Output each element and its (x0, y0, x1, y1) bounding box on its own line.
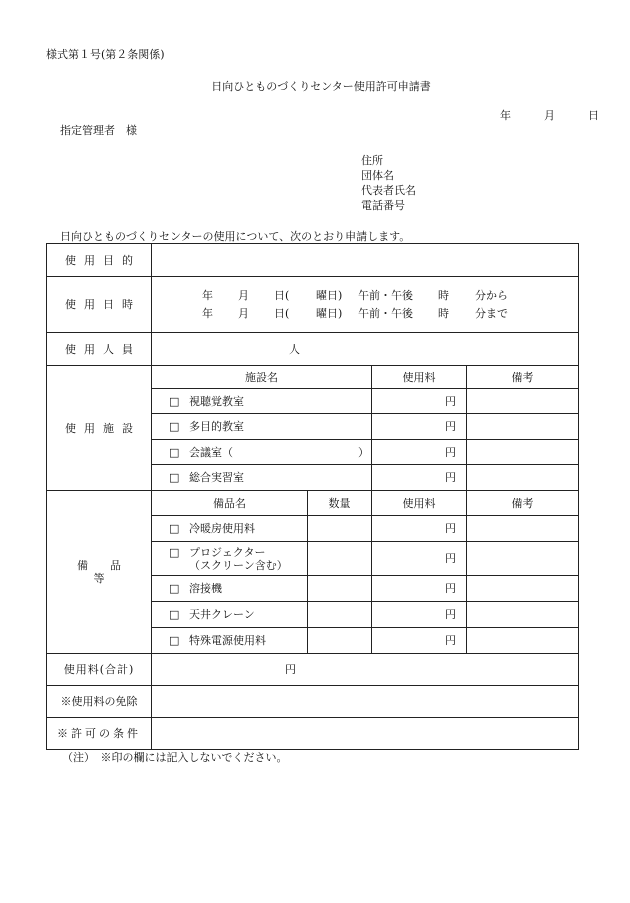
conditions-row (47, 718, 579, 750)
dt-start-from: 分から (475, 289, 508, 302)
equipment-fee-cell[interactable]: 円 (372, 516, 467, 542)
checkbox-icon[interactable]: □ (169, 471, 180, 484)
equipment-header-row (47, 491, 579, 516)
dt-end-month: 月 (238, 307, 249, 320)
equipment-remarks-cell[interactable] (467, 628, 579, 654)
people-label: 使用人員 (47, 333, 152, 366)
equipment-item-welder[interactable] (152, 576, 308, 602)
equipment-item-crane[interactable] (152, 602, 308, 628)
equipment-name: 天井クレーン (189, 608, 255, 621)
equipment-remarks-header: 備考 (467, 491, 579, 516)
date-day: 日 (588, 109, 599, 122)
applicant-address-label: 住所 (361, 154, 383, 167)
dt-start-year: 年 (202, 289, 213, 302)
equipment-item-projector[interactable] (152, 542, 308, 576)
equipment-name: 特殊電源使用料 (189, 634, 266, 647)
date-year: 年 (500, 109, 511, 122)
facility-item-meeting-room[interactable] (152, 440, 372, 465)
application-table (46, 243, 579, 750)
facility-remarks-cell[interactable] (467, 414, 579, 440)
checkbox-icon[interactable]: □ (169, 394, 180, 408)
datetime-start-line (202, 287, 578, 305)
checkbox-icon[interactable]: □ (169, 608, 180, 621)
equipment-label: 備品等 (47, 491, 152, 654)
equipment-qty-header: 数量 (308, 491, 372, 516)
equipment-name: プロジェクター (189, 545, 266, 559)
dt-start-ampm: 午前・午後 (358, 289, 413, 302)
dt-end-ampm: 午前・午後 (358, 307, 413, 320)
equipment-qty-cell[interactable] (308, 602, 372, 628)
equipment-fee-cell[interactable]: 円 (372, 602, 467, 628)
equipment-qty-cell[interactable] (308, 628, 372, 654)
addressee: 指定管理者 様 (60, 124, 137, 137)
dt-end-hour: 時 (438, 307, 449, 320)
equipment-fee-cell[interactable]: 円 (372, 576, 467, 602)
facility-item-audiovisual[interactable] (152, 389, 372, 414)
form-number: 様式第１号(第２条関係) (46, 48, 165, 61)
applicant-rep-label: 代表者氏名 (361, 184, 416, 197)
purpose-row (47, 244, 579, 277)
facility-name: 多目的教室 (189, 420, 244, 433)
facility-remarks-cell[interactable] (467, 465, 579, 491)
equipment-remarks-cell[interactable] (467, 576, 579, 602)
datetime-field[interactable] (152, 277, 579, 333)
equipment-fee-cell[interactable]: 円 (372, 628, 467, 654)
facility-remarks-cell[interactable] (467, 440, 579, 465)
footnote: （注） ※印の欄には記入しないでください。 (62, 751, 288, 764)
dt-start-weekday: 曜日) (316, 289, 343, 302)
date-month: 月 (544, 109, 555, 122)
checkbox-icon[interactable]: □ (169, 634, 180, 647)
equipment-fee-header: 使用料 (372, 491, 467, 516)
equipment-remarks-cell[interactable] (467, 602, 579, 628)
equipment-name: 冷暖房使用料 (189, 522, 255, 535)
equipment-qty-cell[interactable] (308, 542, 372, 576)
facility-name: 視聴覚教室 (189, 394, 244, 408)
equipment-item-aircon[interactable] (152, 516, 308, 542)
people-field[interactable] (152, 333, 579, 366)
datetime-label: 使用日時 (47, 277, 152, 333)
equipment-remarks-cell[interactable] (467, 542, 579, 576)
facility-name: 総合実習室 (189, 471, 244, 484)
facility-fee-header: 使用料 (372, 366, 467, 389)
facility-fee-cell[interactable]: 円 (372, 414, 467, 440)
equipment-fee-cell[interactable]: 円 (372, 542, 467, 576)
dt-end-day: 日( (274, 307, 290, 320)
dt-end-weekday: 曜日) (316, 307, 343, 320)
people-unit: 人 (289, 342, 300, 356)
checkbox-icon[interactable]: □ (169, 420, 180, 433)
total-label: 使用料(合計) (47, 654, 152, 686)
people-row (47, 333, 579, 366)
dt-start-hour: 時 (438, 289, 449, 302)
facility-name-close: ） (358, 445, 369, 459)
intro-text: 日向ひとものづくりセンターの使用について、次のとおり申請します。 (60, 230, 411, 243)
purpose-field[interactable] (152, 244, 579, 277)
applicant-group-label: 団体名 (361, 169, 394, 182)
datetime-end-line (202, 305, 578, 323)
facility-name: 会議室（ (189, 445, 233, 459)
total-row (47, 654, 579, 686)
checkbox-icon[interactable]: □ (169, 582, 180, 595)
conditions-label: ※許可の条件 (47, 718, 152, 750)
facility-fee-cell[interactable]: 円 (372, 440, 467, 465)
equipment-qty-cell[interactable] (308, 576, 372, 602)
equipment-name-header: 備品名 (152, 491, 308, 516)
facility-remarks-cell[interactable] (467, 389, 579, 414)
checkbox-icon[interactable]: □ (169, 545, 180, 559)
exemption-label: ※使用料の免除 (47, 686, 152, 718)
dt-start-day: 日( (274, 289, 290, 302)
dt-end-year: 年 (202, 307, 213, 320)
exemption-field (152, 686, 579, 718)
total-unit: 円 (285, 663, 296, 676)
equipment-subname: （スクリーン含む） (189, 558, 288, 572)
facility-remarks-header: 備考 (467, 366, 579, 389)
applicant-phone-label: 電話番号 (361, 199, 405, 212)
facility-item-training-room[interactable] (152, 465, 372, 491)
equipment-remarks-cell[interactable] (467, 516, 579, 542)
facility-label: 使用施設 (47, 366, 152, 491)
equipment-item-power[interactable] (152, 628, 308, 654)
date-line (500, 109, 599, 122)
form-title: 日向ひとものづくりセンター使用許可申請書 (211, 80, 431, 93)
purpose-label: 使用目的 (47, 244, 152, 277)
facility-fee-cell[interactable]: 円 (372, 389, 467, 414)
dt-start-month: 月 (238, 289, 249, 302)
exemption-row (47, 686, 579, 718)
dt-end-until: 分まで (475, 307, 508, 320)
facility-fee-cell[interactable]: 円 (372, 465, 467, 491)
facility-header-row (47, 366, 579, 389)
facility-name-header: 施設名 (152, 366, 372, 389)
equipment-qty-cell[interactable] (308, 516, 372, 542)
checkbox-icon[interactable]: □ (169, 522, 180, 535)
equipment-name: 溶接機 (189, 582, 222, 595)
conditions-field (152, 718, 579, 750)
facility-item-multipurpose[interactable] (152, 414, 372, 440)
checkbox-icon[interactable]: □ (169, 445, 180, 459)
total-field[interactable] (152, 654, 579, 686)
datetime-row (47, 277, 579, 333)
